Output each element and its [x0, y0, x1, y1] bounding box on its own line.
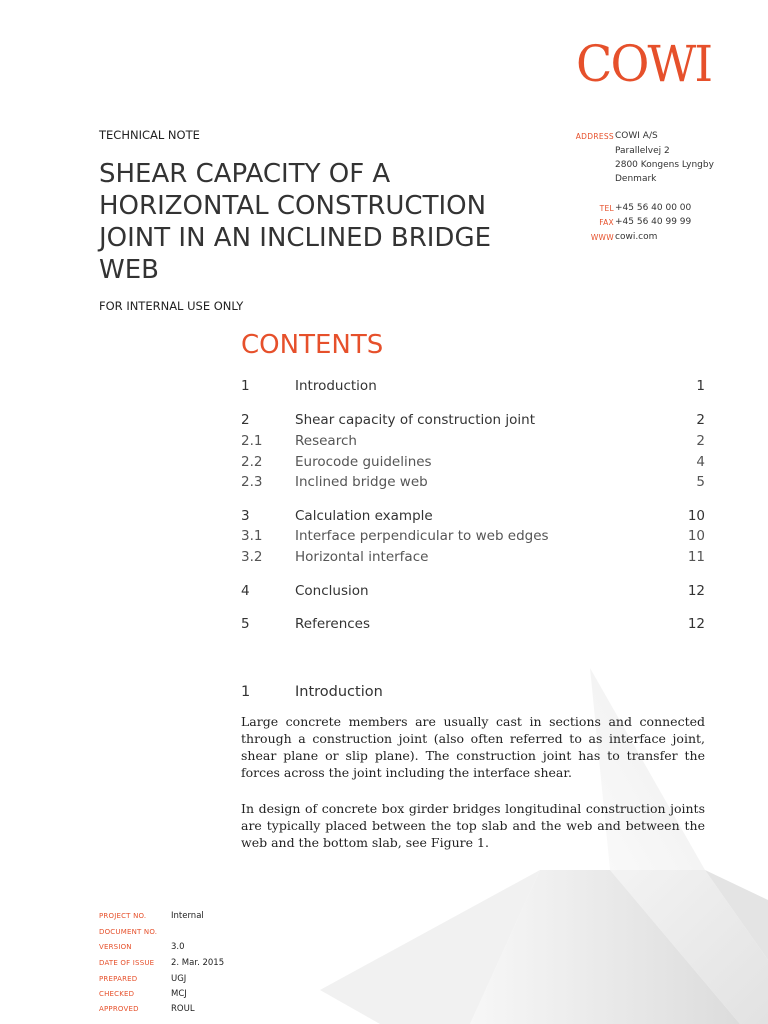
address-line: Parallelvej 2: [615, 146, 670, 156]
toc-title: Shear capacity of construction joint: [295, 412, 535, 428]
toc-number: 5: [241, 616, 250, 632]
metadata-label: CHECKED: [99, 990, 135, 998]
metadata-value: Internal: [171, 911, 204, 921]
toc-number: 2.2: [241, 454, 263, 470]
website-link[interactable]: cowi.com: [615, 232, 658, 242]
toc-page: 1: [696, 378, 705, 394]
toc-number: 2: [241, 412, 250, 428]
toc-title: References: [295, 616, 371, 632]
toc-subitem[interactable]: [241, 452, 705, 472]
toc-number: 4: [241, 583, 250, 599]
address-line: Denmark: [615, 174, 657, 184]
address-label: ADDRESS: [575, 132, 614, 141]
toc-subitem[interactable]: [241, 526, 705, 546]
toc-page: 12: [687, 583, 705, 599]
toc-title: Calculation example: [295, 508, 433, 524]
toc-item[interactable]: [241, 376, 705, 396]
toc-number: 2.1: [241, 433, 263, 449]
metadata-label: PREPARED: [99, 975, 138, 983]
toc-title: Introduction: [295, 378, 377, 394]
tel-label: TEL: [599, 204, 614, 213]
toc-title: Eurocode guidelines: [295, 454, 432, 470]
toc-number: 2.3: [241, 474, 263, 490]
toc-title: Interface perpendicular to web edges: [295, 528, 549, 544]
contents-heading: CONTENTS: [241, 330, 384, 360]
address-line: 2800 Kongens Lyngby: [615, 160, 714, 170]
toc-number: 3.2: [241, 549, 263, 565]
document-type: TECHNICAL NOTE: [99, 128, 200, 142]
toc-page: 10: [687, 508, 705, 524]
www-label: WWW: [590, 233, 614, 242]
metadata-label: APPROVED: [99, 1005, 139, 1013]
metadata-label: PROJECT NO.: [99, 912, 147, 920]
metadata-label: DATE OF ISSUE: [99, 959, 155, 967]
toc-title: Inclined bridge web: [295, 474, 428, 490]
fax-label: FAX: [599, 218, 614, 227]
toc-item[interactable]: [241, 506, 705, 526]
toc-item[interactable]: [241, 581, 705, 601]
toc-page: 10: [687, 528, 705, 544]
toc-page: 12: [687, 616, 705, 632]
toc-subitem[interactable]: [241, 431, 705, 451]
toc-number: 3: [241, 508, 250, 524]
section-number: 1: [241, 684, 251, 700]
toc-page: 4: [696, 454, 705, 470]
classification-note: FOR INTERNAL USE ONLY: [99, 299, 244, 313]
address-line: COWI A/S: [615, 131, 658, 141]
metadata-value: MCJ: [171, 989, 187, 999]
metadata-value: UGJ: [171, 974, 187, 984]
metadata-value: 2. Mar. 2015: [171, 958, 225, 968]
section-title: Introduction: [295, 684, 383, 700]
body-paragraph: Large concrete members are usually cast in sections and connected through a construction joint (also often referred to as interface joint, shear plane or slip plane). The construction joint has to transfer the forces across the joint including the interface shear.: [241, 714, 705, 780]
cowi-logo: COWI: [576, 35, 712, 93]
page-title: SHEAR CAPACITY OF A HORIZONTAL CONSTRUCTION JOINT IN AN INCLINED BRIDGE WEB: [99, 159, 492, 285]
toc-number: 3.1: [241, 528, 263, 544]
toc-subitem[interactable]: [241, 547, 705, 567]
metadata-value: ROUL: [171, 1004, 195, 1014]
fax-value: +45 56 40 99 99: [615, 217, 692, 227]
toc-item[interactable]: [241, 410, 705, 430]
toc-number: 1: [241, 378, 250, 394]
metadata-label: VERSION: [99, 943, 132, 951]
toc-title: Horizontal interface: [295, 549, 429, 565]
toc-page: 5: [696, 474, 705, 490]
toc-page: 11: [687, 549, 705, 565]
tel-value: +45 56 40 00 00: [615, 203, 692, 213]
body-paragraph: In design of concrete box girder bridges longitudinal construction joints are typically placed between the top slab and the web and between the web and the bottom slab, see Figure 1.: [241, 801, 705, 850]
toc-item[interactable]: [241, 614, 705, 634]
toc-title: Conclusion: [295, 583, 369, 599]
metadata-value: 3.0: [171, 942, 185, 952]
toc-title: Research: [295, 433, 357, 449]
toc-page: 2: [696, 412, 705, 428]
toc-subitem[interactable]: [241, 472, 705, 492]
metadata-label: DOCUMENT NO.: [99, 928, 158, 936]
toc-page: 2: [696, 433, 705, 449]
